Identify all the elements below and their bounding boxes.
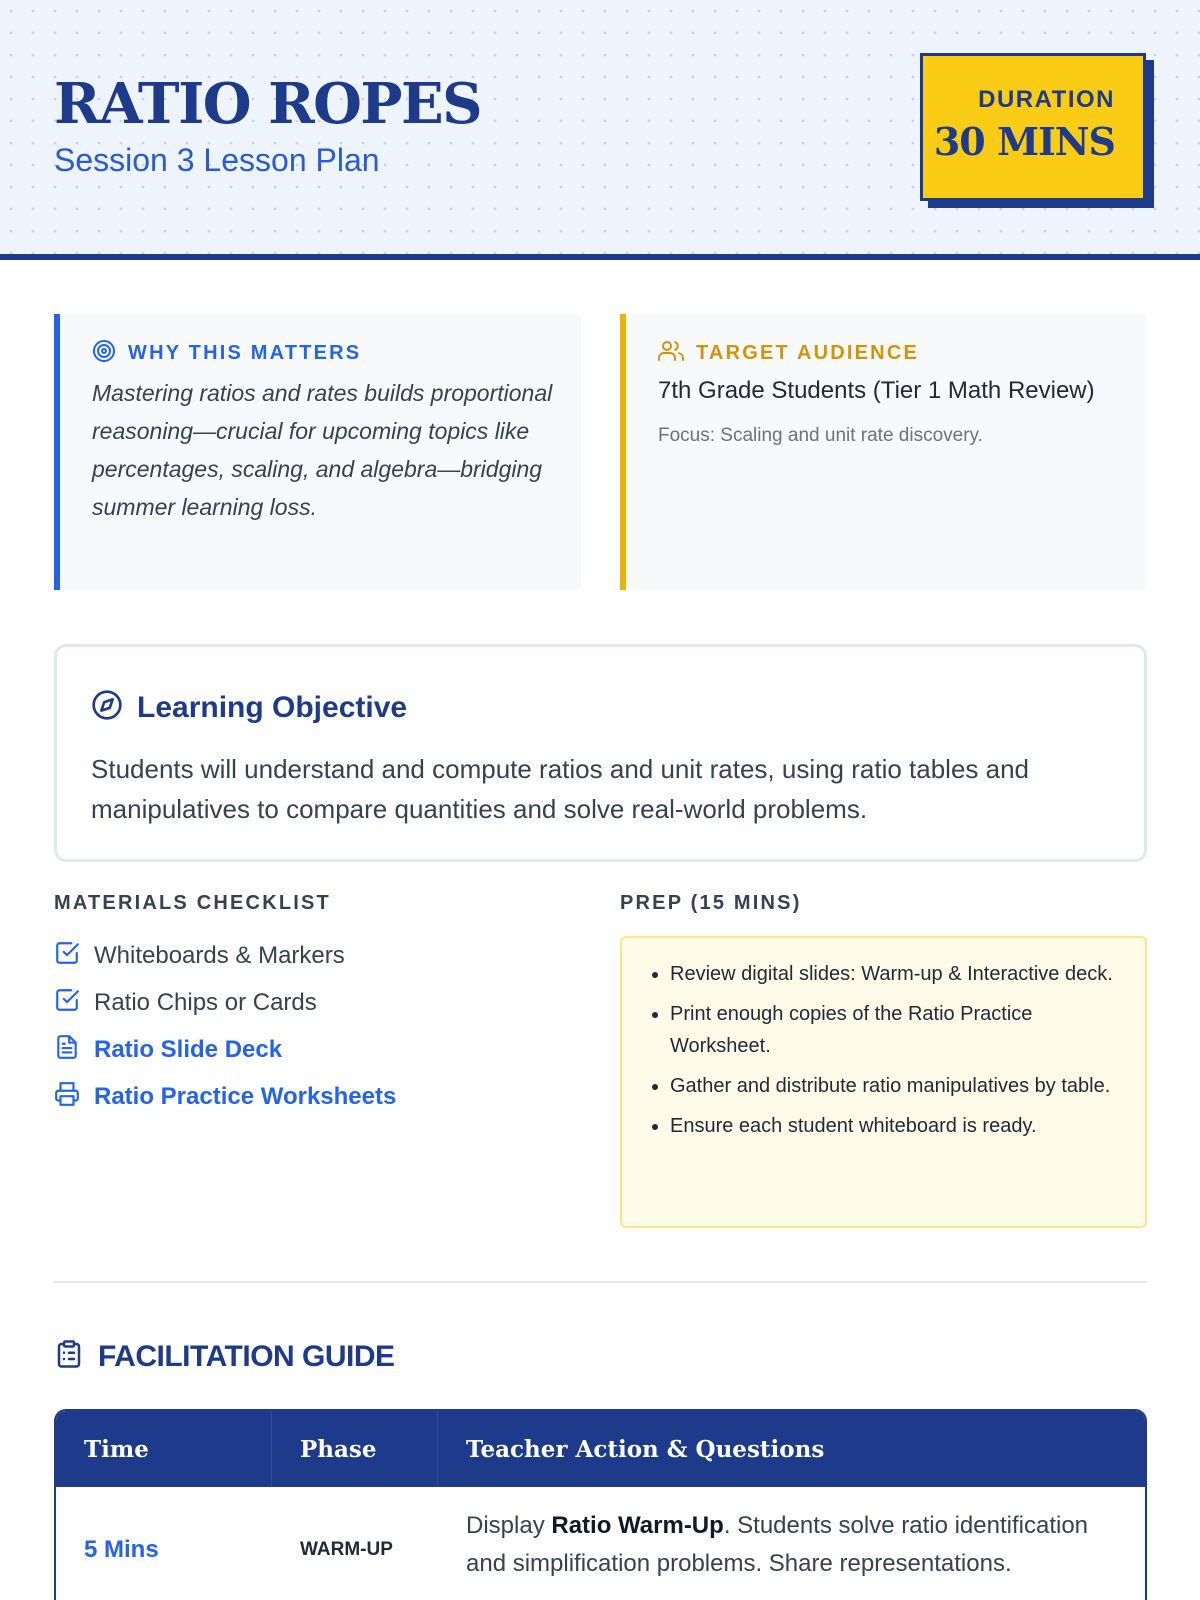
file-icon	[54, 1034, 80, 1065]
prep-item: • Review digital slides: Warm-up & Interactive deck.	[670, 958, 1121, 990]
objective-text: Students will understand and compute ratios and unit rates, using ratio tables and manipulatives to compare quantities and solve real-world problems.	[91, 754, 1030, 824]
facilitation-table	[54, 1409, 1147, 1600]
prep-title: PREP (15 MINS)	[620, 892, 802, 914]
ratio-worksheets-link[interactable]	[54, 1073, 574, 1120]
worksheets-link-label[interactable]: Ratio Practice Worksheets	[94, 1082, 397, 1110]
row-action-suffix: . Students solve ratio identification and simplification problems. Share representations.	[466, 1512, 1089, 1577]
materials-item	[54, 932, 574, 979]
materials-checklist	[54, 932, 574, 1120]
why-label: WHY THIS MATTERS	[128, 341, 362, 364]
slide-deck-link-label[interactable]: Ratio Slide Deck	[94, 1035, 283, 1063]
duration-value: 30 MINS	[933, 119, 1115, 164]
checkbox-icon	[54, 940, 80, 971]
prep-list	[670, 958, 1121, 1142]
objective-title: Learning Objective	[137, 690, 408, 724]
materials-title: MATERIALS CHECKLIST	[54, 892, 331, 914]
guide-title: FACILITATION GUIDE	[98, 1339, 395, 1373]
facilitation-guide-heading	[54, 1338, 395, 1375]
page-subtitle: Session 3 Lesson Plan	[54, 142, 380, 178]
target-audience-card	[620, 314, 1147, 590]
checkbox-icon	[54, 987, 80, 1018]
row-time: 5 Mins	[84, 1536, 159, 1563]
target-icon	[92, 339, 116, 368]
materials-item	[54, 979, 574, 1026]
why-this-matters-card	[54, 314, 581, 590]
materials-item-label: Whiteboards & Markers	[94, 941, 345, 969]
users-icon	[658, 339, 684, 368]
prep-item: • Print enough copies of the Ratio Practice Worksheet.	[670, 998, 1121, 1062]
column-header-time: Time	[56, 1411, 272, 1487]
why-text: Mastering ratios and rates builds proportional reasoning—crucial for upcoming topics like percentages, scaling, and algebra—bridging summer learning loss.	[92, 380, 553, 520]
row-action-prefix: Display	[466, 1512, 552, 1539]
learning-objective-card	[54, 644, 1147, 862]
row-action-bold: Ratio Warm-Up	[551, 1512, 724, 1539]
page-title: RATIO ROPES	[54, 71, 482, 137]
prep-item: • Gather and distribute ratio manipulatives by table.	[670, 1070, 1121, 1102]
table-row	[56, 1487, 1145, 1600]
prep-box	[620, 936, 1147, 1228]
clipboard-icon	[54, 1338, 84, 1375]
audience-focus: Focus: Scaling and unit rate discovery.	[658, 425, 983, 446]
printer-icon	[54, 1081, 80, 1112]
duration-label: DURATION	[978, 86, 1115, 113]
materials-item-label: Ratio Chips or Cards	[94, 988, 317, 1016]
duration-badge	[920, 53, 1146, 201]
header-banner	[0, 0, 1200, 260]
column-header-phase: Phase	[272, 1411, 438, 1487]
column-header-action: Teacher Action & Questions	[466, 1435, 825, 1463]
audience-main: 7th Grade Students (Tier 1 Math Review)	[658, 377, 1095, 404]
row-action	[438, 1487, 1145, 1600]
prep-item: • Ensure each student whiteboard is ready.	[670, 1110, 1121, 1142]
section-divider	[54, 1281, 1147, 1283]
compass-icon	[91, 689, 123, 726]
row-phase: WARM-UP	[300, 1539, 393, 1560]
ratio-slide-deck-link[interactable]	[54, 1026, 574, 1073]
table-header	[56, 1411, 1145, 1487]
audience-label: TARGET AUDIENCE	[696, 341, 919, 364]
